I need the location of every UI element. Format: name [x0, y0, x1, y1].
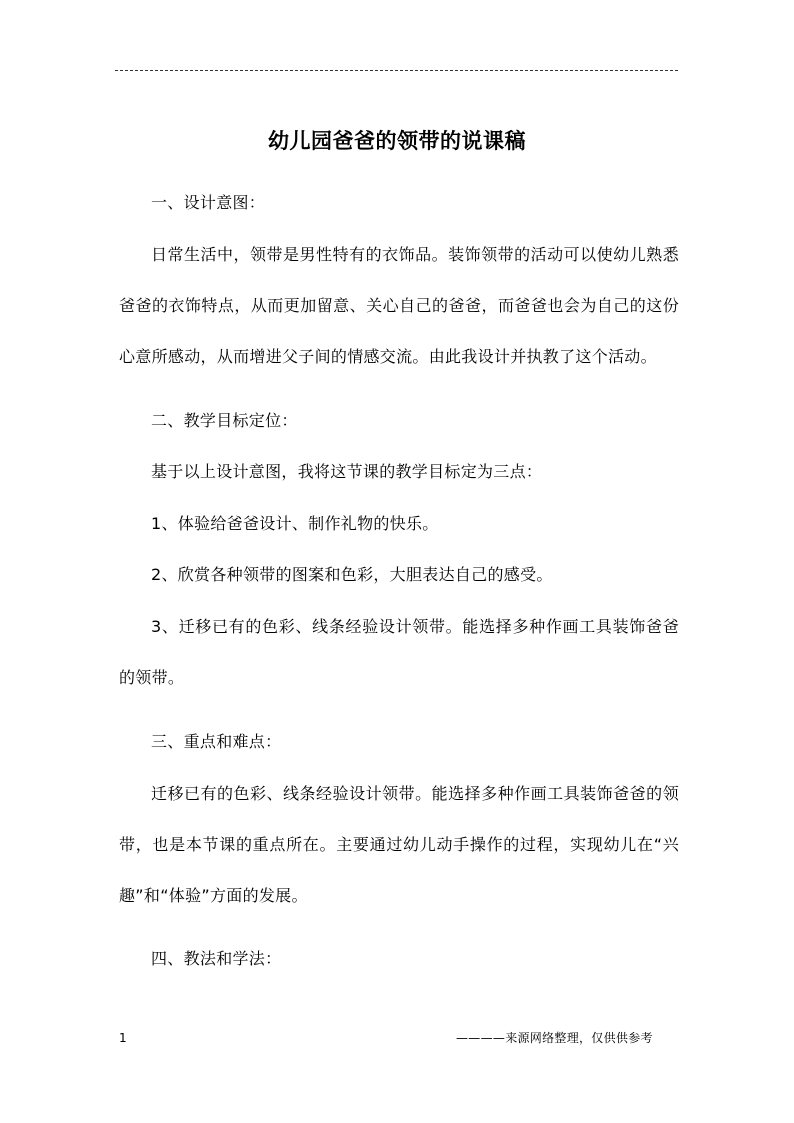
document-title: 幼儿园爸爸的领带的说课稿	[268, 128, 526, 153]
paragraph-design-intent: 日常生活中，领带是男性特有的衣饰品。装饰领带的活动可以使幼儿熟悉爸爸的衣饰特点，从而更加留意、关心自己的爸爸，而爸爸也会为自己的这份心意所感动，从而增进父子间的情感交流。由此我设计并执教了这个活动。	[119, 245, 679, 366]
paragraph-key-points: 迁移已有的色彩、线条经验设计领带。能选择多种作画工具装饰爸爸的领带，也是本节课的重点所在。主要通过幼儿动手操作的过程，实现幼儿在“兴趣”和“体验”方面的发展。	[119, 783, 679, 905]
goal-item-1: 1、体验给爸爸设计、制作礼物的快乐。	[151, 513, 439, 533]
section-heading-methods: 四、教法和学法：	[151, 949, 282, 968]
section-heading-teaching-goals: 二、教学目标定位：	[151, 410, 298, 430]
section-heading-key-points: 三、重点和难点：	[151, 731, 282, 751]
goal-item-2: 2、欣赏各种领带的图案和色彩，大胆表达自己的感受。	[151, 565, 553, 584]
header-dashed-rule	[115, 70, 678, 71]
section-heading-design-intent: 一、设计意图：	[151, 193, 266, 212]
page-number: 1	[119, 1031, 127, 1045]
paragraph-goals-intro: 基于以上设计意图，我将这节课的教学目标定为三点：	[151, 462, 543, 481]
goal-item-3: 3、迁移已有的色彩、线条经验设计领带。能选择多种作画工具装饰爸爸的领带。	[119, 617, 679, 687]
footer-source-note: ————来源网络整理，仅供供参考	[456, 1031, 653, 1045]
document-body	[119, 190, 679, 998]
